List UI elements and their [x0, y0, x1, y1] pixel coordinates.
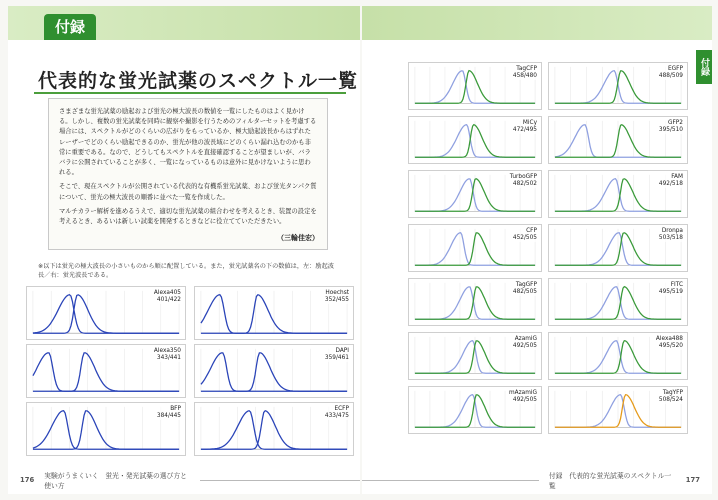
chart-label: GFP2 395/510	[658, 120, 683, 133]
left-page-number: 176	[20, 476, 35, 484]
left-footer	[20, 470, 360, 490]
spectrum-chart-mazamig	[408, 386, 542, 434]
spectrum-chart-hoechst	[194, 286, 354, 340]
spectrum-chart-gfp2	[548, 116, 688, 164]
spectrum-chart-fitc	[548, 278, 688, 326]
chart-label: Alexa405 401/422	[153, 290, 181, 303]
appendix-side-tab: 付録	[696, 50, 712, 84]
chart-label: TagGFP 482/505	[512, 282, 537, 295]
chart-label: EGFP 488/509	[658, 66, 683, 79]
spectrum-chart-alexa488	[548, 332, 688, 380]
appendix-badge: 付録	[44, 14, 96, 40]
chart-label: Hoechst 352/455	[324, 290, 349, 303]
chart-label: TagYFP 508/524	[658, 390, 683, 403]
chart-label: Alexa350 343/441	[153, 348, 181, 361]
chart-note: ※以下は蛍光の極大波長の小さいものから順に配置している。また，蛍光試薬名の下の数値は，左：励起波長／右：蛍光波長である。	[38, 263, 334, 279]
chart-label: ECFP 433/475	[324, 406, 349, 419]
chart-label: Alexa488 495/520	[655, 336, 683, 349]
page-title: 代表的な蛍光試薬のスペクトル一覧	[38, 70, 359, 92]
author-name: （三輪佳宏）	[277, 233, 319, 242]
chart-label: AzamiG 492/505	[512, 336, 537, 349]
title-underline	[34, 92, 346, 94]
chart-label: FAM 492/518	[658, 174, 683, 187]
footer-rule	[362, 480, 539, 481]
chart-label: DAPI 359/461	[324, 348, 349, 361]
footer-rule	[200, 480, 360, 481]
spectrum-chart-micy	[408, 116, 542, 164]
chart-label: CFP 452/505	[512, 228, 537, 241]
chart-label: mAzamiG 492/505	[509, 390, 537, 403]
spectrum-chart-egfp	[548, 62, 688, 110]
right-footer	[362, 470, 700, 490]
spectrum-chart-taggfp	[408, 278, 542, 326]
chart-label: MiCy 472/495	[512, 120, 537, 133]
header-band	[362, 6, 712, 40]
spectrum-chart-cfp	[408, 224, 542, 272]
chart-label: TagCFP 458/480	[512, 66, 537, 79]
spectrum-chart-alexa405	[26, 286, 186, 340]
spectrum-chart-turbogfp	[408, 170, 542, 218]
spectrum-chart-dapi	[194, 344, 354, 398]
right-footer-text: 付録 代表的な蛍光試薬のスペクトル一覧	[548, 472, 672, 490]
spectrum-chart-ecfp	[194, 402, 354, 456]
chart-label: BFP 384/445	[156, 406, 181, 419]
left-footer-text: 実験がうまくいく 蛍光・発光試薬の選び方と使い方	[44, 472, 187, 490]
chart-label: Dronpa 503/518	[658, 228, 683, 241]
spectrum-chart-fam	[548, 170, 688, 218]
right-page	[362, 6, 712, 494]
spectrum-chart-azamig	[408, 332, 542, 380]
spectrum-chart-alexa350	[26, 344, 186, 398]
right-page-number: 177	[685, 476, 700, 484]
intro-box	[48, 98, 328, 250]
spectrum-chart-tagyfp	[548, 386, 688, 434]
spectrum-chart-tagcfp	[408, 62, 542, 110]
intro-paragraph-1: さまざまな蛍光試薬の励起および蛍光の極大波長の数値を一覧にしたものはよく見かける。しかし、複数の蛍光試薬を同時に観察や撮影を行うためのフィルターセットを考慮する場合には、スペクトルがどのくらいの広がりをもっているか、極大励起波長からはずれたレーザーでどのくらい励起できるのか、蛍光が他の波長域にどのくらい漏れ込むのかも非常に重要である。なので、どうしてもスペクトルを直接確認することが望ましいが、バラバラに公開されていることが多く、一覧になっているものは意外に見かけないように思われる。	[59, 108, 317, 177]
chart-label: TurboGFP 482/502	[509, 174, 537, 187]
intro-paragraph-3: マルチカラー解析を進めるうえで、適切な蛍光試薬の組合わせを考えるとき、装置の設定を考えるとき、あるいは新しい試薬を開発するときなどに役立てていただきたい。	[59, 207, 317, 226]
spectrum-chart-dronpa	[548, 224, 688, 272]
chart-label: FITC 495/519	[658, 282, 683, 295]
left-page	[8, 6, 360, 494]
intro-paragraph-2: そこで、現在スペクトルが公開されている代表的な有機系蛍光試薬、および蛍光タンパク質について、蛍光の極大波長の順番に並べた一覧を作成した。	[59, 183, 317, 201]
spectrum-chart-bfp	[26, 402, 186, 456]
